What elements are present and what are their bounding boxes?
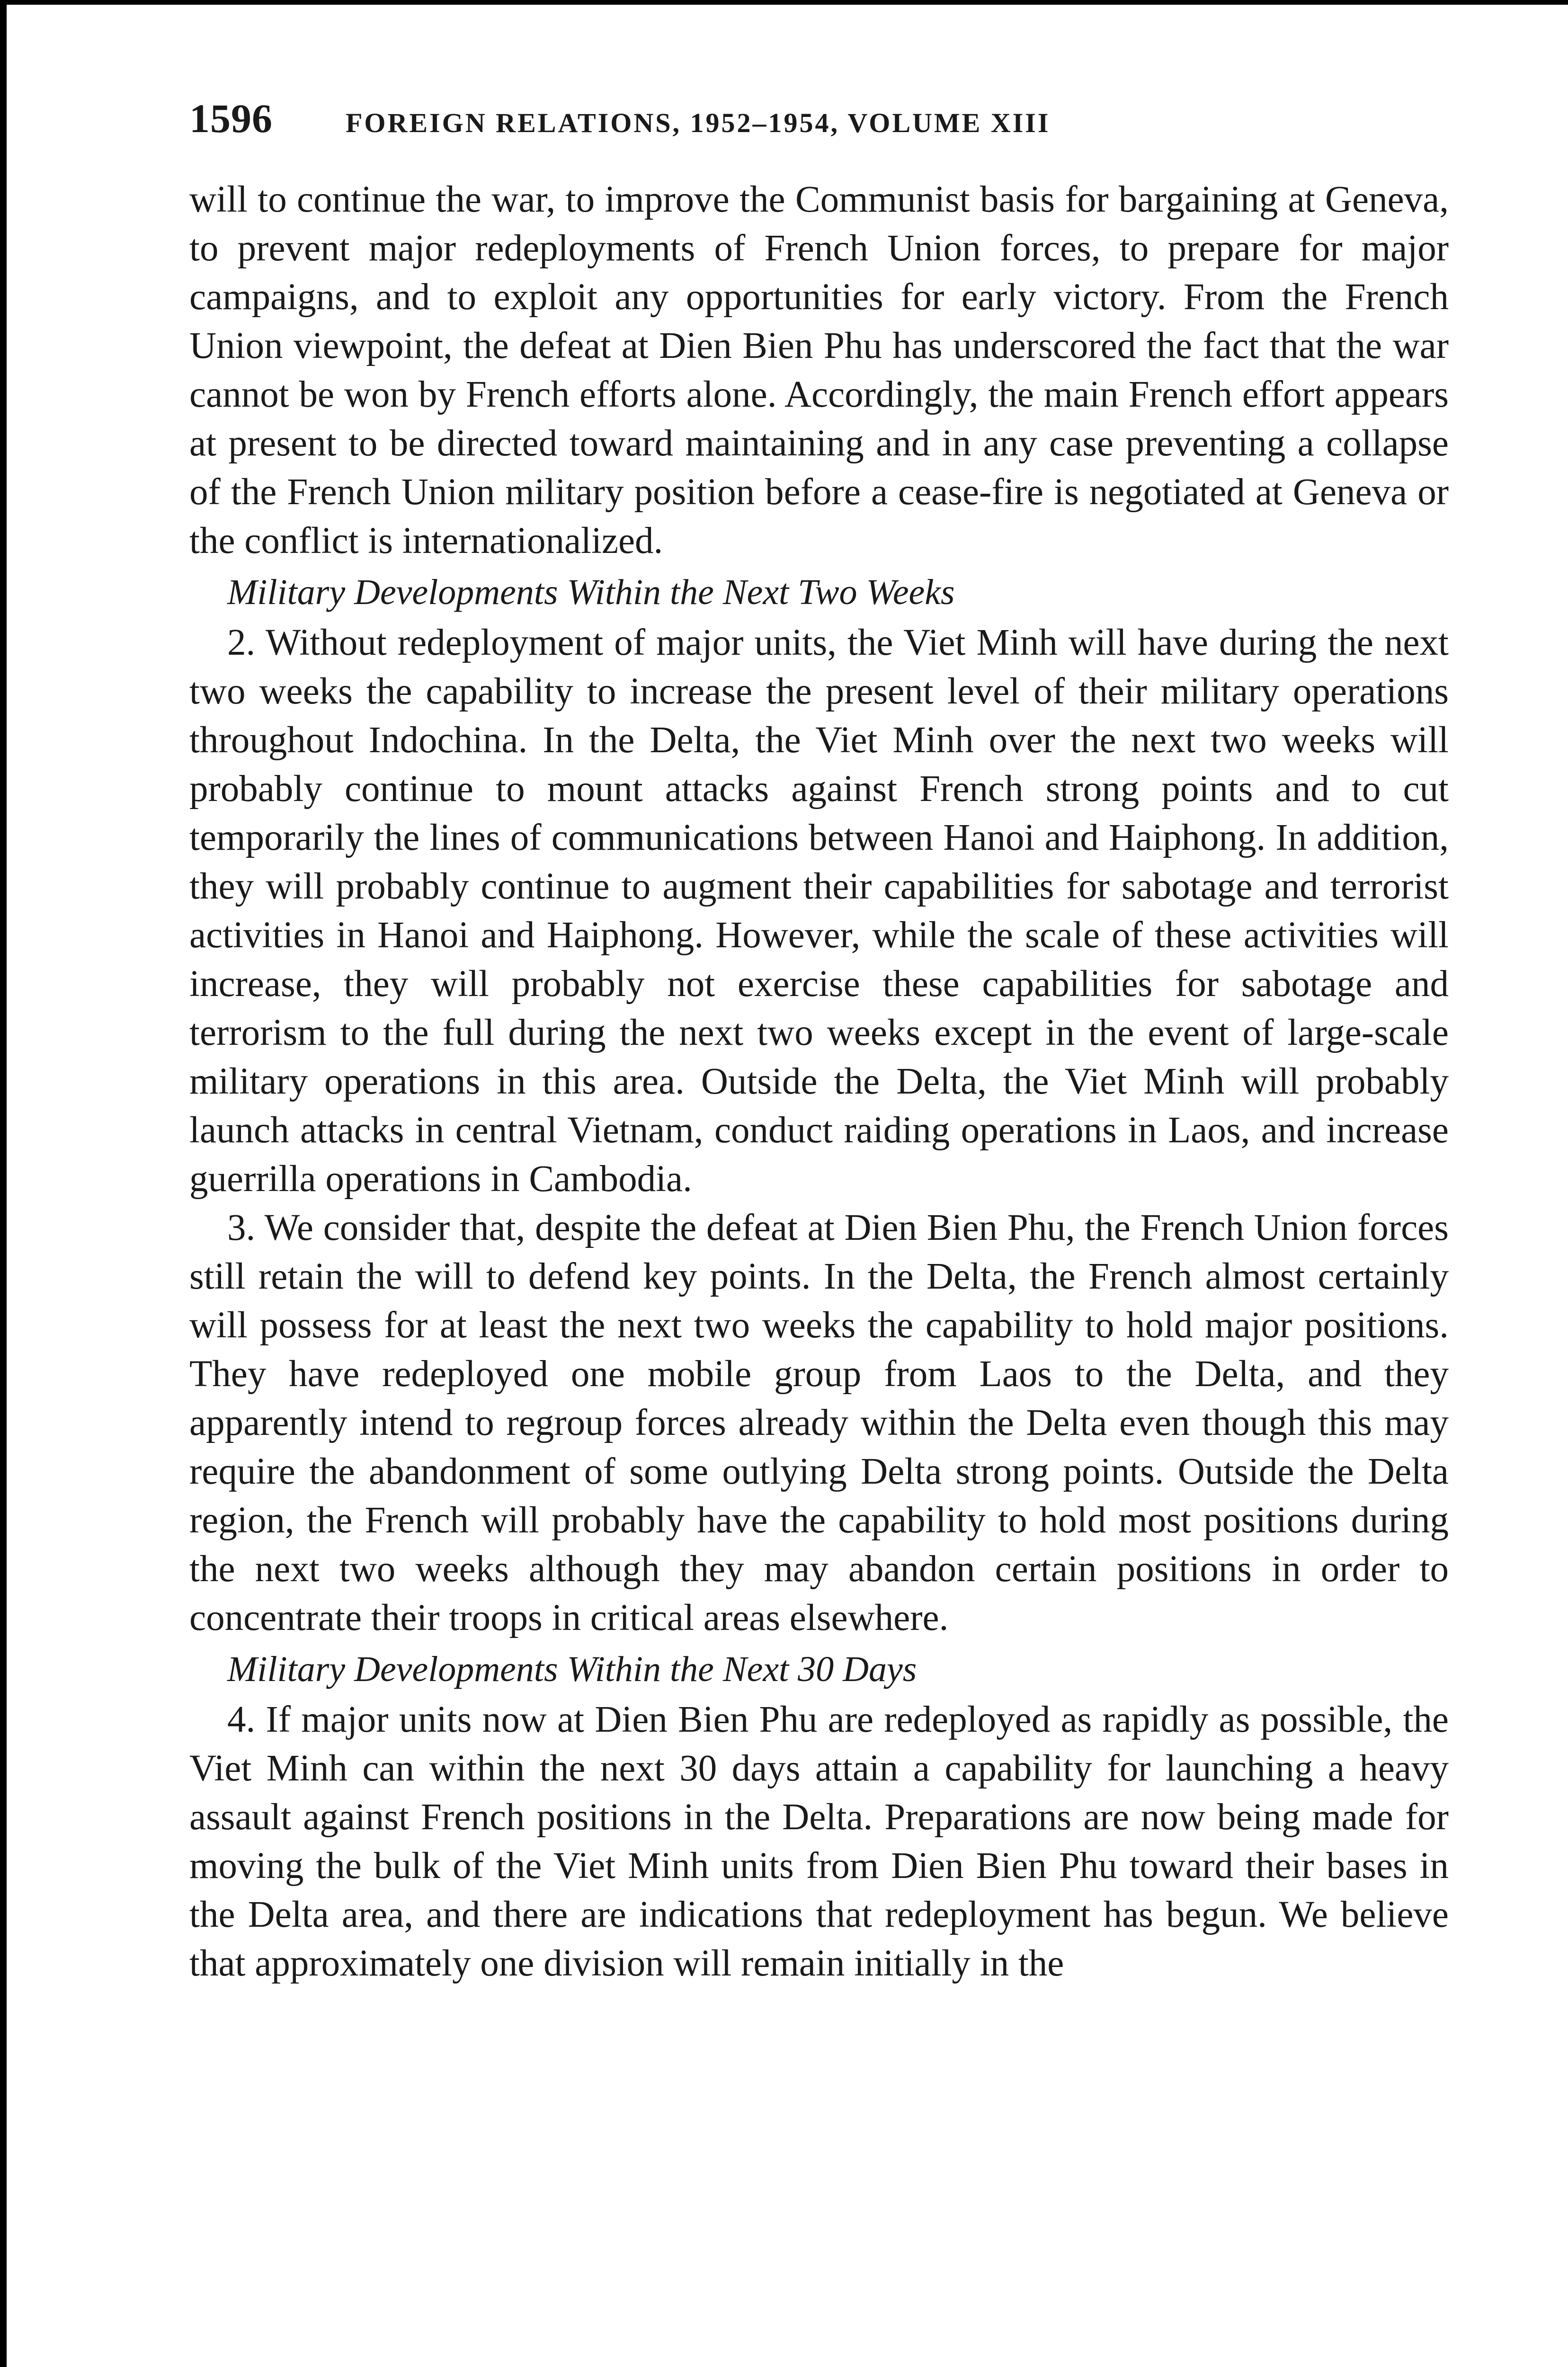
section-heading-two-weeks: Military Developments Within the Next Two Weeks	[227, 572, 955, 612]
paragraph-continued: will to continue the war, to improve the Communist basis for bargaining at Geneva, to prevent major redeployments of French Union forces, to prepare for major campaigns, and to exploit any opportunities for early victory. From the French Union viewpoint, the defeat at Dien Bien Phu has underscored the fact that the war cannot be won by French efforts alone. Accordingly, the main French effort appears at present to be directed toward maintaining and in any case preventing a collapse of the French Union military position before a cease-fire is negotiated at Geneva or the conflict is internationalized.	[189, 179, 1449, 561]
paragraph-4: 4. If major units now at Dien Bien Phu are redeployed as rapidly as possible, the Viet Minh can within the next 30 days attain a capability for launching a heavy assault against French positions in the Delta. Preparations are now being made for moving the bulk of the Viet Minh units from Dien Bien Phu toward their bases in the Delta area, and there are indications that redeployment has begun. We believe that approximately one division will remain initially in the	[189, 1699, 1449, 1984]
page-number: 1596	[189, 96, 273, 141]
running-title: FOREIGN RELATIONS, 1952–1954, VOLUME XIII	[346, 107, 1051, 138]
paragraph-3: 3. We consider that, despite the defeat at Dien Bien Phu, the French Union forces still retain the will to defend key points. In the Delta, the French almost certainly will possess for at least the next two weeks the capability to hold major positions. They have redeployed one mobile group from Laos to the Delta, and they apparently intend to regroup forces already within the Delta even though this may require the abandonment of some outlying Delta strong points. Outside the Delta region, the French will probably have the capability to hold most positions during the next two weeks although they may abandon certain positions in order to concentrate their troops in critical areas elsewhere.	[189, 1207, 1449, 1638]
scan-border-left	[0, 0, 7, 2367]
paragraph-2: 2. Without redeployment of major units, the Viet Minh will have during the next two weeks the capability to increase the present level of their military operations throughout Indochina. In the Delta, the Viet Minh over the next two weeks will probably continue to mount attacks against French strong points and to cut temporarily the lines of communications between Hanoi and Haiphong. In addition, they will probably continue to augment their capabilities for sabotage and terrorist activities in Hanoi and Haiphong. However, while the scale of these activities will increase, they will probably not exercise these capabilities for sabotage and terrorism to the full during the next two weeks except in the event of large-scale military operations in this area. Outside the Delta, the Viet Minh will probably launch attacks in central Vietnam, conduct raiding operations in Laos, and increase guerrilla operations in Cambodia.	[189, 622, 1449, 1200]
scan-border-top	[0, 0, 1568, 5]
section-heading-30-days: Military Developments Within the Next 30 Days	[227, 1649, 917, 1689]
document-page	[189, 95, 1449, 1988]
running-header	[189, 95, 1449, 156]
body-text	[189, 175, 1449, 1988]
